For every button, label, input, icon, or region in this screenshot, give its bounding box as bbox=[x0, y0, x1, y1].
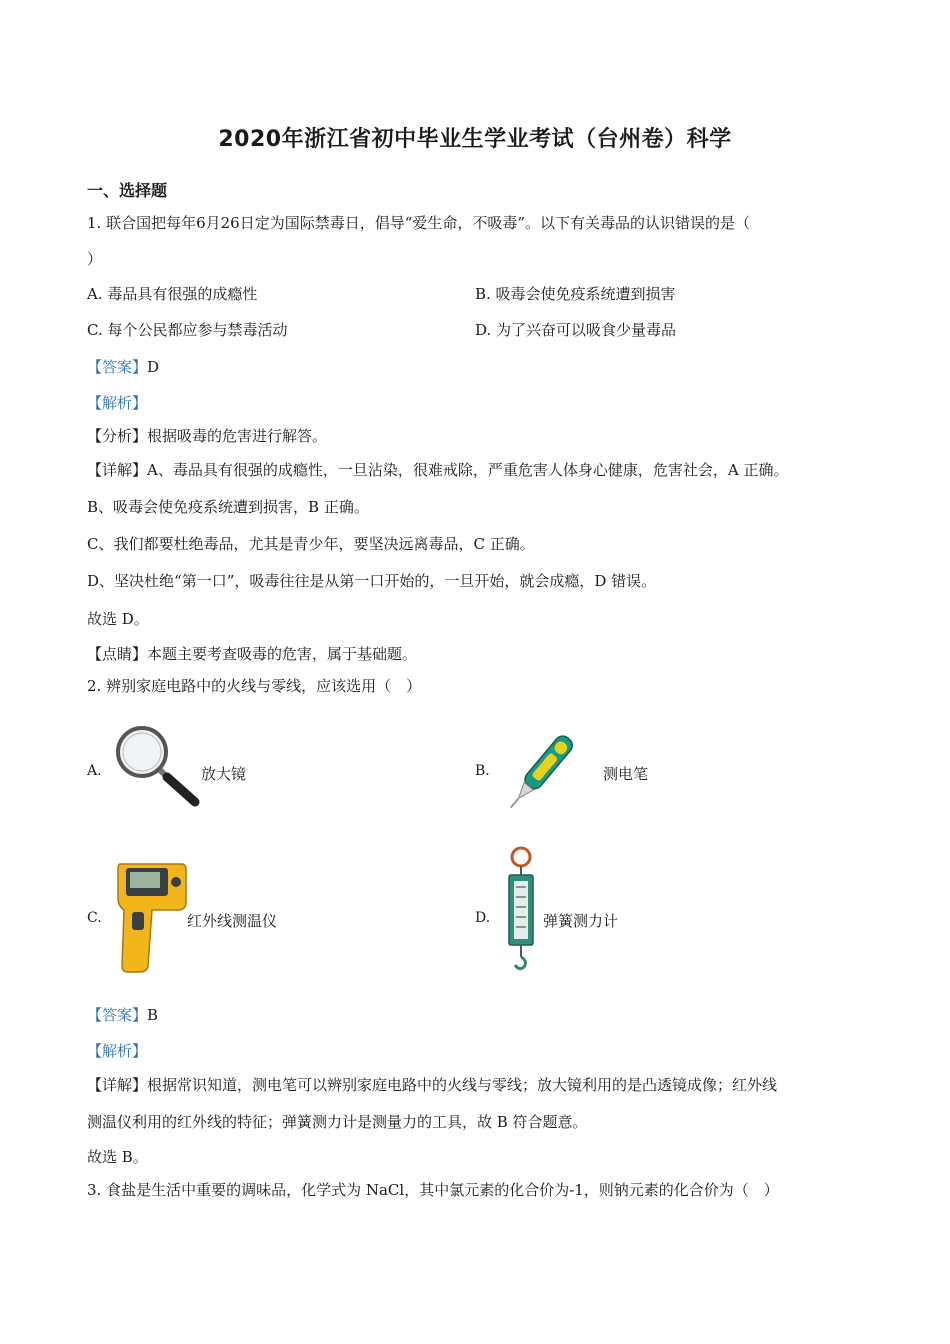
page-title: 2020年浙江省初中毕业生学业考试（台州卷）科学 bbox=[218, 127, 732, 152]
q1-detail-line: B、吸毒会使免疫系统遭到损害，B 正确。 bbox=[87, 498, 369, 516]
q2-analysis-tag: 【解析】 bbox=[87, 1042, 148, 1060]
q1-analysis-line: 【分析】根据吸毒的危害进行解答。 bbox=[87, 427, 328, 445]
q1-option-c[interactable]: C. 每个公民都应参与禁毒活动 bbox=[87, 321, 288, 339]
q2-option-c-label[interactable]: C. bbox=[87, 910, 102, 926]
q1-comment: 【点睛】本题主要考查吸毒的危害，属于基础题。 bbox=[87, 645, 418, 663]
q2-option-a-label[interactable]: A. bbox=[87, 763, 102, 779]
q1-answer-row bbox=[87, 356, 159, 378]
q2-option-d-label[interactable]: D. bbox=[475, 910, 491, 926]
q3-stem: 3. 食盐是生活中重要的调味品，化学式为 NaCl，其中氯元素的化合价为-1，则钠元素的化合价为（ ） bbox=[87, 1181, 779, 1199]
spring-scale-icon bbox=[502, 845, 542, 973]
infrared-thermometer-icon bbox=[112, 858, 190, 974]
q2-answer-row bbox=[87, 1004, 158, 1026]
q1-answer: D bbox=[147, 358, 160, 376]
q1-stem-line1: 1. 联合国把每年6月26日定为国际禁毒日，倡导“爱生命，不吸毒”。以下有关毒品的认识错误的是（ bbox=[87, 214, 751, 232]
q1-option-a[interactable]: A. 毒品具有很强的成瘾性 bbox=[87, 285, 258, 303]
q1-option-b[interactable]: B. 吸毒会使免疫系统遭到损害 bbox=[475, 285, 676, 303]
q2-detail-line: 【详解】根据常识知道，测电笔可以辨别家庭电路中的火线与零线；放大镜利用的是凸透镜成像；红外线 bbox=[87, 1076, 778, 1094]
q2-option-a-name[interactable]: 放大镜 bbox=[201, 765, 247, 783]
q1-stem-line2: ） bbox=[87, 250, 103, 268]
q2-option-b-name[interactable]: 测电笔 bbox=[603, 765, 649, 783]
q2-detail-line: 测温仪利用的红外线的特征；弹簧测力计是测量力的工具，故 B 符合题意。 bbox=[87, 1113, 588, 1131]
test-pen-icon bbox=[505, 712, 600, 808]
q1-option-d[interactable]: D. 为了兴奋可以吸食少量毒品 bbox=[475, 321, 677, 339]
q2-conclusion: 故选 B。 bbox=[87, 1148, 148, 1166]
q1-analysis-tag: 【解析】 bbox=[87, 394, 148, 412]
answer-tag: 【答案】 bbox=[87, 358, 148, 376]
answer-tag: 【答案】 bbox=[87, 1006, 148, 1024]
q2-answer: B bbox=[147, 1006, 159, 1024]
q1-detail-line: C、我们都要杜绝毒品，尤其是青少年，要坚决远离毒品，C 正确。 bbox=[87, 535, 535, 553]
q1-detail-line: 【详解】A、毒品具有很强的成瘾性，一旦沾染，很难戒除，严重危害人体身心健康，危害社会，A 正确。 bbox=[87, 461, 789, 479]
q2-option-d-name[interactable]: 弹簧测力计 bbox=[543, 912, 619, 930]
section-heading: 一、选择题 bbox=[87, 181, 168, 200]
q2-option-b-label[interactable]: B. bbox=[475, 763, 490, 779]
q1-detail-line: D、坚决杜绝“第一口”，吸毒往往是从第一口开始的，一旦开始，就会成瘾，D 错误。 bbox=[87, 572, 657, 590]
magnifier-icon bbox=[112, 722, 202, 808]
q1-conclusion: 故选 D。 bbox=[87, 610, 149, 628]
q2-option-c-name[interactable]: 红外线测温仪 bbox=[187, 912, 278, 930]
q2-stem: 2. 辨别家庭电路中的火线与零线，应该选用（ ） bbox=[87, 677, 422, 695]
